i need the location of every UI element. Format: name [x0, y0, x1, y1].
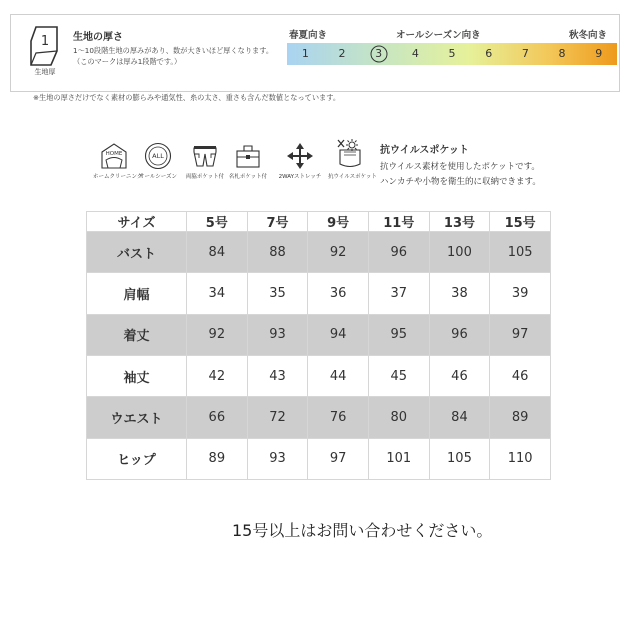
scale-number-text: 1 [301, 47, 309, 60]
thickness-scale-number [360, 43, 397, 65]
table-cell: 46 [429, 355, 490, 396]
size-column-header: 13号 [429, 212, 490, 232]
table-cell: 100 [429, 232, 490, 273]
table-cell: 96 [429, 314, 490, 355]
size-column-header: 7号 [247, 212, 308, 232]
table-cell: 94 [308, 314, 369, 355]
table-cell: 84 [429, 397, 490, 438]
table-cell: 97 [308, 438, 369, 479]
fabric-thickness-icon-label: 生地厚 [34, 68, 56, 76]
feature-home-cleaning [93, 142, 143, 180]
table-cell: 92 [308, 232, 369, 273]
feature-all-season [137, 142, 179, 180]
table-cell: 97 [490, 314, 551, 355]
season-autumn-winter: 秋冬向き [569, 30, 608, 41]
measurement-label: 肩幅 [87, 273, 187, 314]
table-cell: 42 [187, 355, 248, 396]
scale-number-text: 7 [521, 47, 529, 60]
table-cell: 36 [308, 273, 369, 314]
thickness-scale-number [507, 43, 544, 65]
side-pockets-icon [191, 142, 219, 170]
table-cell: 93 [247, 314, 308, 355]
table-cell: 72 [247, 397, 308, 438]
fabric-thickness-description [73, 45, 273, 67]
table-row [87, 355, 551, 396]
scale-number-text: 8 [558, 47, 566, 60]
table-cell: 105 [429, 438, 490, 479]
table-row [87, 397, 551, 438]
size-header-row [87, 212, 551, 232]
scale-number-text: 4 [411, 47, 419, 60]
feature-label: 2WAYストレッチ [278, 174, 322, 180]
scale-number-text: 6 [485, 47, 493, 60]
thickness-scale-number [470, 43, 507, 65]
size-column-header: 11号 [368, 212, 429, 232]
thickness-scale-bar [287, 43, 617, 65]
size-table [86, 211, 551, 480]
table-cell: 92 [187, 314, 248, 355]
table-cell: 84 [187, 232, 248, 273]
table-cell: 38 [429, 273, 490, 314]
feature-antivirus-pocket [328, 138, 377, 180]
description-line: （このマークは厚み1段階です。） [73, 57, 182, 66]
measurement-label: 着丈 [87, 314, 187, 355]
svg-text:ALL: ALL [152, 152, 164, 160]
table-cell: 96 [368, 232, 429, 273]
table-cell: 66 [187, 397, 248, 438]
all-season-icon [144, 142, 172, 170]
table-cell: 105 [490, 232, 551, 273]
thickness-scale-number [544, 43, 581, 65]
table-cell: 45 [368, 355, 429, 396]
table-row [87, 438, 551, 479]
size-column-header: 9号 [308, 212, 369, 232]
svg-text:HOME: HOME [105, 151, 123, 157]
thickness-scale-number [287, 43, 324, 65]
thickness-scale-number [434, 43, 471, 65]
thickness-scale-number [580, 43, 617, 65]
size-column-header: 5号 [187, 212, 248, 232]
description-line: 1〜10段階生地の厚みがあり、数が大きいほど厚くなります。 [73, 46, 274, 55]
feature-label: 名札ポケット付 [228, 174, 268, 180]
home-cleaning-icon [100, 142, 128, 170]
svg-text:1: 1 [40, 34, 50, 49]
table-cell: 43 [247, 355, 308, 396]
feature-card-pocket [227, 142, 269, 180]
table-cell: 89 [187, 438, 248, 479]
table-cell: 110 [490, 438, 551, 479]
size-column-header: 15号 [490, 212, 551, 232]
table-row [87, 232, 551, 273]
size-header-label: サイズ [87, 212, 187, 232]
table-cell: 44 [308, 355, 369, 396]
table-row [87, 314, 551, 355]
season-spring-summer: 春夏向き [289, 30, 328, 41]
feature-side-pockets [185, 142, 225, 180]
antivirus-description-line: ハンカチや小物を衛生的に収納できます。 [380, 177, 541, 187]
table-row [87, 273, 551, 314]
thickness-scale-number [397, 43, 434, 65]
feature-2way-stretch [278, 142, 322, 180]
fabric-thickness-panel [10, 14, 620, 102]
measurement-label: バスト [87, 232, 187, 273]
table-cell: 39 [490, 273, 551, 314]
table-cell: 80 [368, 397, 429, 438]
2way-stretch-icon [286, 142, 314, 170]
scale-number-text: 9 [595, 47, 603, 60]
measurement-label: ヒップ [87, 438, 187, 479]
feature-label: 抗ウイルスポケット [328, 174, 377, 180]
table-cell: 76 [308, 397, 369, 438]
scale-number-text: 5 [448, 47, 456, 60]
scale-number-text: 3 [375, 47, 383, 60]
feature-label: ホームクリーニング [93, 174, 143, 180]
season-all-season: オールシーズン向き [396, 30, 481, 41]
feature-label: 両脇ポケット付 [185, 174, 225, 180]
measurement-label: 袖丈 [87, 355, 187, 396]
antivirus-pocket-icon [335, 138, 365, 170]
table-cell: 46 [490, 355, 551, 396]
thickness-note: ※生地の厚さだけでなく素材の膨らみや通気性、糸の太さ、重さも含んだ数値となっています。 [33, 93, 341, 102]
thickness-scale-number [324, 43, 361, 65]
fabric-thickness-title: 生地の厚さ [73, 32, 123, 43]
table-cell: 101 [368, 438, 429, 479]
table-cell: 93 [247, 438, 308, 479]
fabric-thickness-icon [27, 25, 61, 71]
measurement-label: ウエスト [87, 397, 187, 438]
antivirus-title: 抗ウイルスポケット [380, 145, 469, 156]
antivirus-description-line: 抗ウイルス素材を使用したポケットです。 [380, 162, 540, 172]
table-cell: 88 [247, 232, 308, 273]
contact-note: 15号以上はお問い合わせください。 [232, 521, 493, 540]
table-cell: 35 [247, 273, 308, 314]
table-cell: 34 [187, 273, 248, 314]
table-cell: 37 [368, 273, 429, 314]
table-cell: 89 [490, 397, 551, 438]
feature-label: オールシーズン [139, 174, 177, 180]
card-pocket-icon [234, 142, 262, 170]
selected-thickness-circle [370, 46, 387, 63]
scale-number-text: 2 [338, 47, 346, 60]
table-cell: 95 [368, 314, 429, 355]
